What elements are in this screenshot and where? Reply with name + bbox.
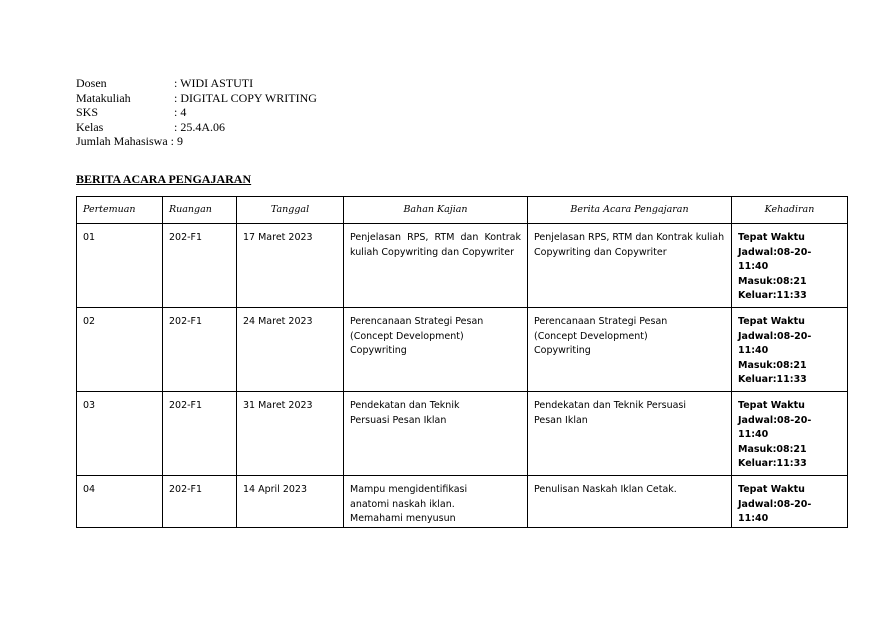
cell-pertemuan: 03 bbox=[77, 392, 163, 476]
cell-bahan-kajian bbox=[344, 392, 528, 476]
cell-line: Mampu mengidentifikasi bbox=[350, 484, 468, 495]
course-info bbox=[76, 76, 317, 149]
cell-pertemuan: 02 bbox=[77, 308, 163, 392]
cell-line: Memahami menyusun bbox=[350, 513, 456, 524]
cell-line: Tepat Waktu bbox=[738, 484, 805, 495]
cell-line: (Concept Development) bbox=[350, 330, 464, 342]
header-kehadiran: Kehadiran bbox=[732, 197, 848, 224]
cell-line: Tepat Waktu bbox=[738, 232, 805, 243]
cell-pertemuan: 01 bbox=[77, 224, 163, 308]
info-row-dosen bbox=[76, 76, 317, 91]
cell-line: Jadwal:08-20- bbox=[738, 498, 812, 510]
cell-line: Jadwal:08-20- bbox=[738, 414, 812, 426]
cell-kehadiran bbox=[732, 392, 848, 476]
teaching-record-table bbox=[76, 196, 848, 528]
cell-berita-acara bbox=[528, 476, 732, 528]
cell-line: Pesan Iklan bbox=[534, 414, 588, 426]
table-row bbox=[77, 308, 848, 392]
cell-line: Perencanaan Strategi Pesan bbox=[350, 316, 484, 327]
table-row bbox=[77, 476, 848, 528]
cell-ruangan: 202-F1 bbox=[163, 308, 237, 392]
header-berita-acara: Berita Acara Pengajaran bbox=[528, 197, 732, 224]
cell-tanggal: 17 Maret 2023 bbox=[237, 224, 344, 308]
cell-tanggal: 31 Maret 2023 bbox=[237, 392, 344, 476]
info-label: Jumlah Mahasiswa bbox=[76, 134, 168, 148]
info-value: : 9 bbox=[170, 134, 183, 148]
cell-bahan-kajian: Penjelasan RPS, RTM dan Kontrak kuliah Copywriting dan Copywriter bbox=[344, 224, 528, 308]
cell-line: Pendekatan dan Teknik bbox=[350, 400, 460, 411]
cell-line: anatomi naskah iklan. bbox=[350, 498, 455, 510]
cell-line: Masuk:08:21 bbox=[738, 275, 807, 287]
cell-line: Jadwal:08-20- bbox=[738, 246, 812, 258]
info-value: : 25.4A.06 bbox=[174, 119, 225, 134]
info-value: : DIGITAL COPY WRITING bbox=[174, 90, 317, 105]
cell-line: Keluar:11:33 bbox=[738, 458, 807, 469]
cell-line: 11:40 bbox=[738, 429, 769, 440]
cell-bahan-kajian bbox=[344, 308, 528, 392]
info-label: SKS bbox=[76, 105, 99, 119]
cell-ruangan: 202-F1 bbox=[163, 476, 237, 528]
table-row bbox=[77, 224, 848, 308]
info-value: : WIDI ASTUTI bbox=[174, 76, 254, 90]
info-row-matakuliah bbox=[76, 91, 317, 106]
cell-ruangan: 202-F1 bbox=[163, 224, 237, 308]
cell-line: Masuk:08:21 bbox=[738, 359, 807, 371]
section-title: BERITA ACARA PENGAJARAN bbox=[76, 172, 252, 186]
cell-line: Jadwal:08-20- bbox=[738, 330, 812, 342]
info-row-jumlah-mahasiswa bbox=[76, 134, 317, 149]
cell-line: 11:40 bbox=[738, 513, 769, 524]
cell-line: Masuk:08:21 bbox=[738, 443, 807, 455]
header-pertemuan: Pertemuan bbox=[77, 197, 163, 224]
info-row-sks bbox=[76, 105, 317, 120]
cell-kehadiran bbox=[732, 224, 848, 308]
cell-line: Perencanaan Strategi Pesan bbox=[534, 316, 668, 327]
cell-line: Keluar:11:33 bbox=[738, 290, 807, 301]
header-tanggal: Tanggal bbox=[237, 197, 344, 224]
cell-line: Pendekatan dan Teknik Persuasi bbox=[534, 400, 687, 411]
cell-berita-acara bbox=[528, 224, 732, 308]
cell-line: Penulisan Naskah Iklan Cetak. bbox=[534, 484, 677, 495]
cell-pertemuan: 04 bbox=[77, 476, 163, 528]
cell-line: Keluar:11:33 bbox=[738, 374, 807, 385]
header-bahan-kajian: Bahan Kajian bbox=[344, 197, 528, 224]
cell-line: Persuasi Pesan Iklan bbox=[350, 414, 447, 426]
header-ruangan: Ruangan bbox=[163, 197, 237, 224]
table-header-row bbox=[77, 197, 848, 224]
cell-line: Copywriting bbox=[534, 345, 591, 356]
cell-line: Penjelasan RPS, RTM dan Kontrak kuliah bbox=[534, 232, 725, 243]
cell-berita-acara bbox=[528, 392, 732, 476]
info-label: Dosen bbox=[76, 76, 107, 90]
cell-line: 11:40 bbox=[738, 345, 769, 356]
cell-bahan-kajian bbox=[344, 476, 528, 528]
cell-line: Tepat Waktu bbox=[738, 400, 805, 411]
info-value: : 4 bbox=[174, 105, 187, 119]
info-label: Matakuliah bbox=[76, 90, 131, 105]
cell-ruangan: 202-F1 bbox=[163, 392, 237, 476]
cell-line: Copywriting bbox=[350, 345, 407, 356]
cell-line: 11:40 bbox=[738, 261, 769, 272]
info-label: Kelas bbox=[76, 119, 104, 134]
cell-berita-acara bbox=[528, 308, 732, 392]
table-row bbox=[77, 392, 848, 476]
cell-line: Copywriting dan Copywriter bbox=[534, 246, 667, 258]
cell-kehadiran bbox=[732, 308, 848, 392]
cell-kehadiran bbox=[732, 476, 848, 528]
info-row-kelas bbox=[76, 120, 317, 135]
cell-tanggal: 14 April 2023 bbox=[237, 476, 344, 528]
cell-line: (Concept Development) bbox=[534, 330, 648, 342]
cell-line: Tepat Waktu bbox=[738, 316, 805, 327]
cell-tanggal: 24 Maret 2023 bbox=[237, 308, 344, 392]
